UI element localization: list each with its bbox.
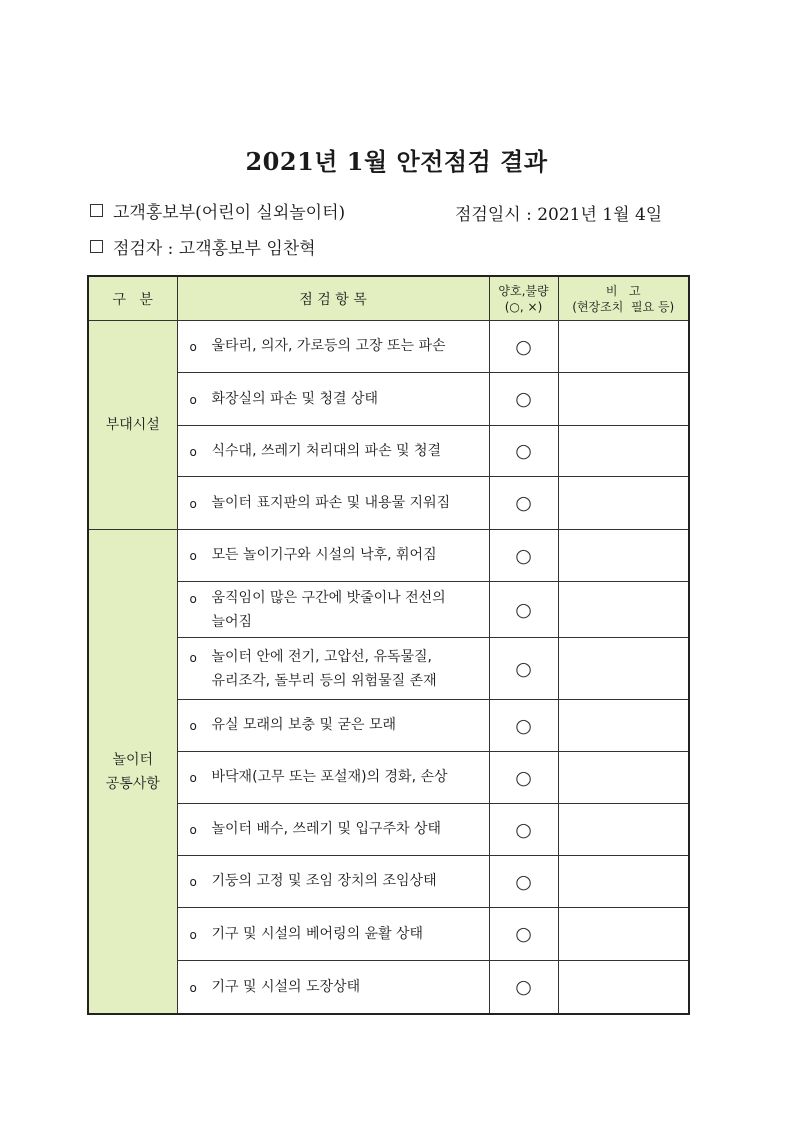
item-cell bbox=[177, 321, 489, 373]
bullet: o bbox=[189, 392, 197, 407]
result-cell: ○ bbox=[489, 530, 558, 582]
table-row bbox=[88, 700, 689, 752]
result-cell: ○ bbox=[489, 804, 558, 856]
item-cell bbox=[177, 477, 489, 530]
item-text: 바닥재(고무 또는 포설재)의 경화, 손상 bbox=[211, 769, 448, 785]
item-text: 움직임이 많은 구간에 밧줄이나 전선의 bbox=[211, 589, 446, 606]
table-row bbox=[88, 908, 689, 961]
item-cell bbox=[177, 426, 489, 477]
result-cell: ○ bbox=[489, 961, 558, 1015]
item-text: 식수대, 쓰레기 처리대의 파손 및 청결 bbox=[211, 442, 442, 459]
table-row bbox=[88, 638, 689, 700]
bullet: o bbox=[189, 823, 197, 837]
item-cell bbox=[177, 752, 489, 804]
result-cell: ○ bbox=[489, 373, 558, 426]
category-playground-common bbox=[88, 530, 177, 1015]
category-label-line1: 놀이터 bbox=[112, 751, 154, 768]
item-text: 기구 및 시설의 도장상태 bbox=[211, 978, 361, 995]
item-text: 놀이터 안에 전기, 고압선, 유독물질, bbox=[211, 648, 432, 665]
department-label: 고객홍보부(어린이 실외놀이터) bbox=[113, 203, 346, 223]
header-note-line1: 비 고 bbox=[605, 283, 641, 298]
inspector-line bbox=[90, 234, 316, 259]
item-cell bbox=[177, 582, 489, 638]
item-text: 놀이터 표지판의 파손 및 내용물 지워짐 bbox=[211, 494, 451, 511]
note-cell bbox=[558, 426, 689, 477]
document-title: 2021년 1월 안전점검 결과 bbox=[245, 147, 548, 176]
result-cell: ○ bbox=[489, 321, 558, 373]
bullet: o bbox=[189, 496, 197, 511]
bullet: o bbox=[189, 771, 197, 785]
item-cell bbox=[177, 530, 489, 582]
item-text: 유실 모래의 보충 및 굳은 모래 bbox=[211, 717, 397, 733]
header-note bbox=[558, 276, 689, 321]
table-row bbox=[88, 961, 689, 1015]
note-cell bbox=[558, 477, 689, 530]
result-cell: ○ bbox=[489, 477, 558, 530]
bullet: o bbox=[189, 875, 197, 889]
item-text-line2: 유리조각, 돌부리 등의 위험물질 존재 bbox=[211, 672, 437, 689]
note-cell bbox=[558, 321, 689, 373]
table-row bbox=[88, 477, 689, 530]
result-cell: ○ bbox=[489, 582, 558, 638]
item-text: 모든 놀이기구와 시설의 낙후, 휘어짐 bbox=[211, 547, 437, 563]
checkbox bbox=[90, 204, 103, 217]
header-result bbox=[489, 276, 558, 321]
result-cell: ○ bbox=[489, 908, 558, 961]
result-cell: ○ bbox=[489, 752, 558, 804]
inspector-label: 점검자 : 고객홍보부 임찬혁 bbox=[113, 239, 316, 259]
bullet: o bbox=[189, 340, 197, 354]
header-item: 점 검 항 목 bbox=[177, 276, 489, 321]
inspection-table bbox=[87, 275, 690, 1015]
inspection-date: 점검일시 : 2021년 1월 4일 bbox=[455, 205, 663, 225]
table-row bbox=[88, 426, 689, 477]
department-line bbox=[90, 198, 345, 223]
note-cell bbox=[558, 804, 689, 856]
result-cell: ○ bbox=[489, 426, 558, 477]
bullet: o bbox=[189, 927, 197, 942]
item-cell bbox=[177, 638, 489, 700]
note-cell bbox=[558, 530, 689, 582]
item-cell bbox=[177, 804, 489, 856]
note-cell bbox=[558, 700, 689, 752]
item-text: 기둥의 고정 및 조임 장치의 조임상태 bbox=[211, 873, 437, 889]
bullet: o bbox=[189, 549, 197, 563]
note-cell bbox=[558, 752, 689, 804]
note-cell bbox=[558, 373, 689, 426]
item-cell bbox=[177, 373, 489, 426]
table-row bbox=[88, 582, 689, 638]
category-facilities bbox=[88, 321, 177, 530]
table-row bbox=[88, 804, 689, 856]
table-row bbox=[88, 373, 689, 426]
category-label: 부대시설 bbox=[105, 417, 160, 433]
bullet: o bbox=[189, 719, 197, 733]
item-text-line2: 늘어짐 bbox=[211, 613, 253, 630]
header-note-line2: (현장조치 필요 등) bbox=[572, 299, 675, 314]
table-row bbox=[88, 752, 689, 804]
item-text: 울타리, 의자, 가로등의 고장 또는 파손 bbox=[211, 338, 446, 354]
result-cell: ○ bbox=[489, 856, 558, 908]
table-row bbox=[88, 321, 689, 373]
note-cell bbox=[558, 638, 689, 700]
note-cell bbox=[558, 582, 689, 638]
table-row bbox=[88, 856, 689, 908]
item-cell bbox=[177, 908, 489, 961]
bullet: o bbox=[189, 650, 197, 665]
item-cell bbox=[177, 856, 489, 908]
note-cell bbox=[558, 856, 689, 908]
item-text: 놀이터 배수, 쓰레기 및 입구주차 상태 bbox=[211, 821, 442, 837]
item-cell bbox=[177, 700, 489, 752]
category-label-line2: 공통사항 bbox=[105, 775, 160, 792]
item-cell bbox=[177, 961, 489, 1015]
bullet: o bbox=[189, 591, 197, 606]
result-cell: ○ bbox=[489, 700, 558, 752]
item-text: 화장실의 파손 및 청결 상태 bbox=[211, 390, 379, 407]
header-result-line2: (○, ×) bbox=[504, 299, 543, 314]
checkbox bbox=[90, 240, 103, 253]
result-cell: ○ bbox=[489, 638, 558, 700]
item-text: 기구 및 시설의 베어링의 윤활 상태 bbox=[211, 925, 424, 942]
table-header-row bbox=[88, 276, 689, 321]
table-row bbox=[88, 530, 689, 582]
header-result-line1: 양호,불량 bbox=[498, 283, 549, 298]
header-category: 구 분 bbox=[88, 276, 177, 321]
note-cell bbox=[558, 908, 689, 961]
bullet: o bbox=[189, 980, 197, 995]
bullet: o bbox=[189, 444, 197, 459]
note-cell bbox=[558, 961, 689, 1015]
